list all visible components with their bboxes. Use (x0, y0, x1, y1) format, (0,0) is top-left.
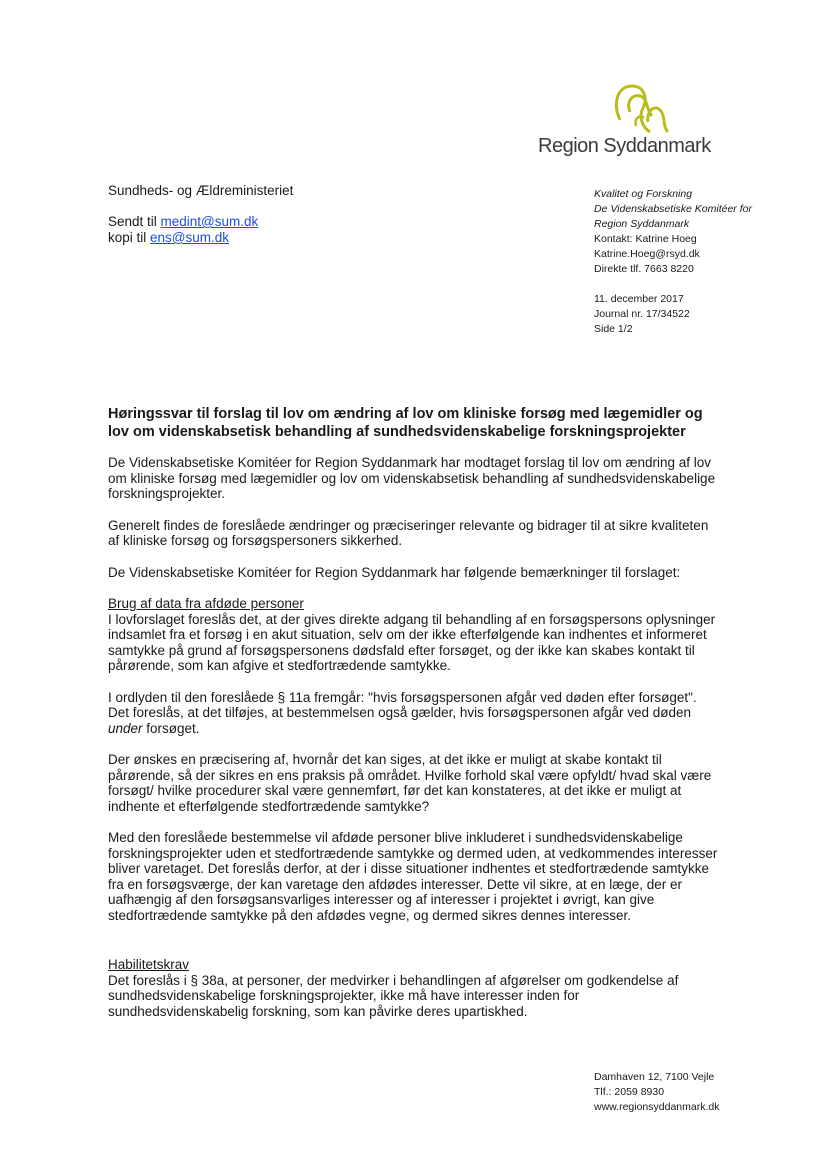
section2-paragraph: Det foreslås i § 38a, at personer, der medvirker i behandlingen af afgørelser om godkendelse af sundhedsvidenskabelige forskningsprojekter, ikke må have interesser inden for sundhedsvidenskabelig forskning, som kan påvirke deres upartiskhed. (108, 972, 679, 1019)
copy-line (108, 230, 293, 246)
footer-contact (594, 1070, 719, 1115)
sent-to-line (108, 214, 293, 230)
intro-paragraph: Generelt findes de foreslåede ændringer og præciseringer relevante og bidrager til at sikre kvaliteten af kliniske forsøg og forsøgspersoners sikkerhed. (108, 517, 709, 548)
footer-phone: Tlf.: 2059 8930 (594, 1086, 665, 1098)
intro-paragraph: De Videnskabsetiske Komitéer for Region Syddanmark har modtaget forslag til lov om ændring af lov om kliniske forsøg med lægemidler og lov om videnskabsetisk behandling af sundhedsvidenskabelige forskningsprojekter. (108, 455, 716, 501)
sender-phone: Direkte tlf. 7663 8220 (594, 263, 694, 275)
sender-committee-line2: Region Syddanmark (594, 218, 690, 230)
p2-text: I ordlyden til den foreslåede § 11a fremgår: "hvis forsøgspersonen afgår ved døden efter forsøget". Det foreslås, at det tilføjes, at bestemmelsen også gælder, hvis forsøgspersonen afgår ved døden (108, 689, 697, 720)
sender-department: Kvalitet og Forskning (594, 188, 693, 200)
section1-paragraph: Med den foreslåede bestemmelse vil afdøde personer blive inkluderet i sundhedsvidenskabelige forskningsprojekter uden et stedfortrædende samtykke og dermed uden, at vedkommendes interesser bliver varetaget. Det foreslås derfor, at der i disse situationer indhentes et stedfortrædende samtykke fra en forsøgsværge, der kan varetage den afdødes interesser. Dette vil sikre, at en læge, der er uafhængig af den forsøgsansvarliges interesser og af interesser i projektet i øvrigt, kan give stedfortrædende samtykke på den afdødes vegne, og dermed sikres dennes interesser. (108, 830, 718, 923)
journal-number: Journal nr. 17/34522 (594, 308, 690, 320)
p2-text-end: forsøget. (142, 720, 200, 736)
letter-title: Høringssvar til forslag til lov om ændring af lov om kliniske forsøg med lægemidler og lov om videnskabsetisk behandling af sundhedsvidenskabelige forskningsprojekter (108, 406, 703, 440)
copy-label: kopi til (108, 230, 151, 245)
section1-paragraph: Der ønskes en præcisering af, hvornår det kan siges, at det ikke er muligt at skabe kontakt til pårørende, så der sikres en ens praksis på området. Hvilke forhold skal være opfyldt/ hvad skal være forsøgt/ hvilke procedurer skal være gennemført, før det kan konstateres, at det ikke er muligt at indhente et efterfølgende stedfortrædende samtykke? (108, 752, 712, 814)
region-syddanmark-logo (538, 82, 711, 162)
region-logo-icon (610, 82, 672, 138)
sender-block (594, 187, 752, 337)
intro-paragraph: De Videnskabsetiske Komitéer for Region Syddanmark har følgende bemærkninger til forslaget: (108, 564, 681, 580)
recipient-block (108, 183, 293, 246)
section-heading-competency: Habilitetskrav (108, 957, 190, 972)
letter-body (108, 455, 720, 1019)
sent-to-email-link[interactable]: medint@sum.dk (160, 214, 259, 229)
sender-contact: Kontakt: Katrine Hoeg (594, 233, 697, 245)
page-number: Side 1/2 (594, 323, 633, 335)
footer-address: Damhaven 12, 7100 Vejle (594, 1071, 715, 1083)
section-heading-deceased-data: Brug af data fra afdøde personer (108, 596, 304, 611)
section1-paragraph (108, 690, 720, 737)
section1-paragraph: I lovforslaget foreslås det, at der gives direkte adgang til behandling af en forsøgspersons oplysninger indsamlet fra et forsøg i en akut situation, selv om der ikke efterfølgende kan indhentes et informeret samtykke på grund af forsøgspersonens dødsfald efter forsøget, og der ikke kan skabes kontakt til pårørende, som kan afgive et stedfortrædende samtykke. (108, 611, 716, 673)
sender-email: Katrine.Hoeg@rsyd.dk (594, 248, 700, 260)
letter-date: 11. december 2017 (594, 293, 684, 305)
copy-email-link[interactable]: ens@sum.dk (150, 230, 230, 245)
sender-committee-line1: De Videnskabsetiske Komitéer for (594, 203, 752, 215)
region-name: Region Syddanmark (538, 135, 711, 157)
p2-emphasis: under (108, 720, 143, 736)
recipient-ministry: Sundheds- og Ældreministeriet (108, 183, 294, 198)
footer-website: www.regionsyddanmark.dk (594, 1101, 720, 1113)
sent-to-label: Sendt til (108, 214, 161, 229)
